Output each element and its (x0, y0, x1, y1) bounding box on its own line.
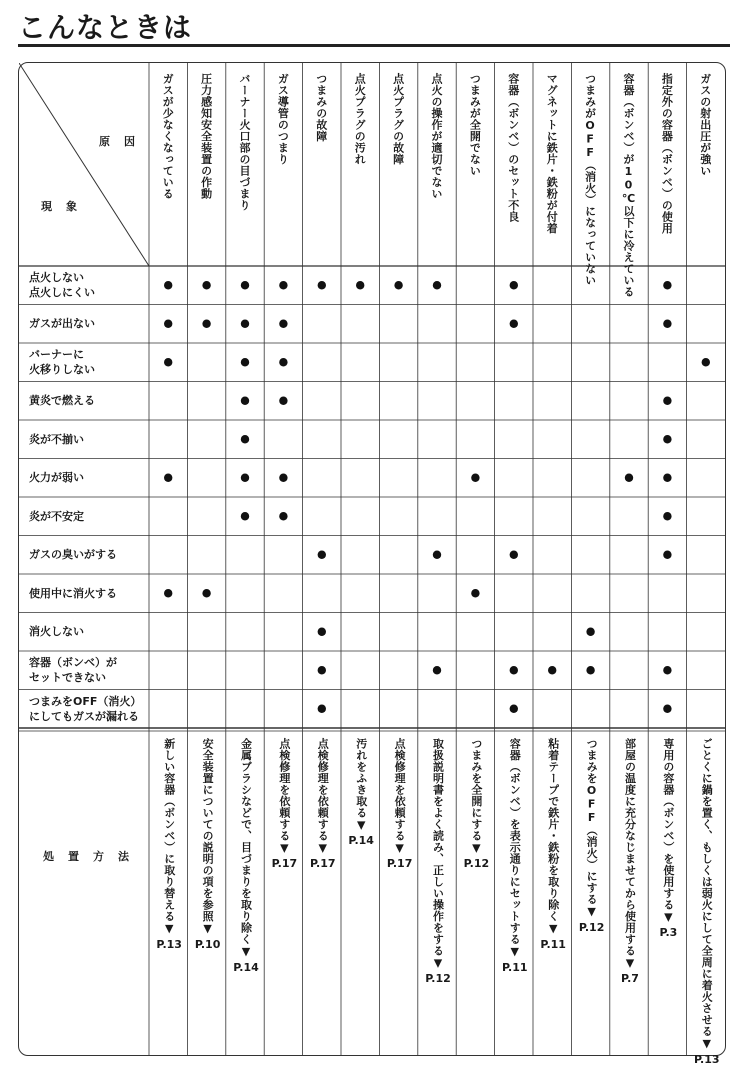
measure-text: 点検修理を依頼する▼ (393, 738, 407, 855)
symptom-label (29, 509, 84, 524)
symptom-label-line: 火力が弱い (29, 471, 84, 485)
symptom-label-line: 容器（ボンベ）が (29, 656, 117, 670)
applies-mark (433, 281, 441, 289)
measure-cell (192, 738, 222, 951)
measure-cell (500, 738, 530, 974)
applies-mark (510, 666, 518, 674)
measure-text: 専用の容器（ボンベ）を使用する▼ (661, 738, 675, 924)
applies-mark (241, 358, 249, 366)
applies-mark (241, 474, 249, 482)
measure-text: ごとくに鍋を置く、もしくは弱火にして全周に着火させる▼ (700, 738, 714, 1051)
cause-header: ガスが少なくなっている (161, 73, 175, 200)
applies-mark (318, 551, 326, 559)
symptom-label-line: 火移りしない (29, 363, 95, 377)
cause-header: 圧力感知安全装置の作動 (199, 73, 213, 200)
page-reference: P.3 (659, 926, 678, 939)
applies-mark (279, 281, 287, 289)
applies-mark (433, 666, 441, 674)
cause-header: つまみが全開でない (468, 73, 482, 177)
page-reference: P.14 (233, 960, 259, 974)
symptom-label-line: セットできない (29, 671, 106, 685)
applies-mark (471, 474, 479, 482)
applies-mark (202, 589, 210, 597)
applies-mark (394, 281, 402, 289)
measure-cell (461, 738, 491, 870)
applies-mark (241, 320, 249, 328)
corner-diagonal (19, 63, 149, 266)
measure-text: 安全装置についての説明の項を参照▼ (201, 738, 215, 936)
measure-cell (653, 738, 683, 939)
measure-cell (346, 738, 376, 847)
symptom-label-line: 使用中に消火する (29, 586, 117, 600)
applies-mark (279, 358, 287, 366)
symptom-label-line: 炎が不揃い (29, 432, 84, 446)
symptom-label (29, 270, 95, 300)
cause-header: 点火プラグの故障 (391, 73, 405, 165)
symptom-label (29, 624, 84, 639)
measure-cell (269, 738, 299, 870)
page-reference: P.17 (386, 857, 413, 870)
applies-mark (663, 320, 671, 328)
page-reference: P.11 (502, 960, 528, 974)
symptom-label-line: 黄炎で燃える (29, 394, 95, 408)
measure-text: 容器（ボンベ）を表示通りにセットする▼ (508, 738, 522, 959)
measure-text: つまみをOFF（消火）にする▼ (585, 738, 599, 919)
symptom-label (29, 393, 95, 408)
measure-cell (692, 738, 722, 1066)
page-reference: P.12 (463, 857, 490, 870)
measure-text: 点検修理を依頼する▼ (277, 738, 291, 855)
applies-mark (663, 666, 671, 674)
measure-text: つまみを全開にする▼ (469, 738, 483, 855)
cause-header: 指定外の容器（ボンベ）の使用 (660, 73, 674, 234)
page-title: こんなときは (18, 11, 193, 44)
measures-label: 処置方法 (43, 850, 143, 863)
applies-mark (663, 551, 671, 559)
symptom-label-line: ガスの臭いがする (29, 548, 117, 562)
applies-mark (202, 281, 210, 289)
symptom-label-line: 炎が不安定 (29, 509, 84, 523)
applies-mark (279, 512, 287, 520)
measure-text: 取扱説明書をよく読み、正しい操作をする▼ (431, 738, 445, 970)
page-reference: P.7 (621, 972, 639, 985)
symptom-label-line: にしてもガスが漏れる (29, 709, 139, 723)
applies-mark (586, 666, 594, 674)
symptom-label (29, 694, 141, 724)
applies-mark (663, 281, 671, 289)
cause-header: 容器（ボンベ）のセット不良 (506, 73, 520, 223)
applies-mark (663, 435, 671, 443)
symptom-label-line: バーナーに (29, 348, 84, 362)
applies-mark (279, 474, 287, 482)
symptom-label-line: ガスが出ない (29, 317, 95, 331)
applies-mark (202, 320, 210, 328)
applies-mark (663, 397, 671, 405)
measure-text: 点検修理を依頼する▼ (316, 738, 330, 855)
cause-header: ガスの射出圧が強い (698, 73, 712, 177)
measure-cell (423, 738, 453, 985)
applies-mark (164, 320, 172, 328)
cause-header: つまみがOFF（消火）になっていない (583, 73, 597, 286)
measure-text: 汚れをふき取る▼ (354, 738, 368, 832)
cause-header: 点火の操作が適切でない (430, 73, 443, 200)
applies-mark (241, 281, 249, 289)
cause-header: 容器（ボンベ）が10℃以下に冷えている (622, 73, 635, 298)
page-reference: P.17 (310, 857, 336, 870)
applies-mark (356, 281, 364, 289)
measure-text: 部屋の温度に充分なじませてから使用する▼ (623, 738, 637, 970)
applies-mark (510, 705, 518, 713)
symptom-label (29, 470, 84, 485)
page-reference: P.17 (271, 857, 298, 870)
applies-mark (318, 628, 326, 636)
measure-cell (231, 738, 261, 974)
symptom-label (29, 347, 95, 377)
applies-mark (471, 589, 479, 597)
page-reference: P.11 (540, 937, 566, 951)
applies-mark (663, 474, 671, 482)
page-reference: P.12 (578, 920, 605, 934)
measure-text: 金属ブラシなどで、目づまりを取り除く▼ (239, 738, 253, 959)
applies-mark (279, 397, 287, 405)
symptom-label (29, 586, 117, 601)
applies-mark (510, 320, 518, 328)
measure-text: 新しい容器（ボンベ）に取り替える▼ (162, 738, 176, 936)
applies-mark (548, 666, 556, 674)
applies-mark (241, 512, 249, 520)
applies-mark (318, 281, 326, 289)
page-reference: P.10 (194, 937, 221, 951)
page-reference: P.12 (425, 972, 451, 985)
measure-cell (308, 738, 338, 870)
title-underline (18, 44, 730, 47)
cause-header: 点火プラグの汚れ (353, 73, 367, 165)
cause-header: つまみの故障 (314, 73, 328, 142)
applies-mark (241, 435, 249, 443)
measure-cell (154, 738, 184, 951)
symptom-label (29, 316, 95, 331)
symptom-label-line: 消火しない (29, 625, 84, 639)
symptom-label-line: 点火しにくい (29, 286, 95, 300)
symptom-label-line: つまみをOFF（消火） (29, 694, 142, 708)
applies-mark (164, 358, 172, 366)
measure-cell (576, 738, 606, 934)
corner-cause-label: 原因 (99, 135, 149, 148)
applies-mark (663, 512, 671, 520)
troubleshooting-table (18, 62, 726, 1066)
applies-mark (164, 474, 172, 482)
applies-mark (279, 320, 287, 328)
corner-symptom-label: 現象 (41, 200, 91, 213)
applies-mark (318, 705, 326, 713)
applies-mark (318, 666, 326, 674)
symptom-label (29, 547, 117, 562)
cause-header: バーナー火口部の目づまり (238, 73, 251, 211)
measure-cell (538, 738, 568, 951)
applies-mark (164, 589, 172, 597)
applies-mark (164, 281, 172, 289)
symptom-label (29, 432, 84, 447)
applies-mark (586, 628, 594, 636)
measure-cell (384, 738, 414, 870)
measure-cell (615, 738, 645, 985)
cause-header: マグネットに鉄片・鉄粉が付着 (545, 73, 559, 234)
applies-mark (510, 551, 518, 559)
symptom-label-line: 点火しない (29, 271, 84, 285)
applies-mark (433, 551, 441, 559)
applies-mark (510, 281, 518, 289)
applies-mark (702, 358, 710, 366)
page-reference: P.14 (348, 834, 374, 847)
page-reference: P.13 (156, 937, 182, 951)
measure-text: 粘着テープで鉄片・鉄粉を取り除く▼ (546, 738, 560, 936)
applies-mark (625, 474, 633, 482)
cause-header: ガス導管のつまり (276, 73, 290, 165)
applies-mark (241, 397, 249, 405)
page-reference: P.13 (694, 1052, 720, 1066)
symptom-label (29, 655, 117, 685)
applies-mark (663, 705, 671, 713)
